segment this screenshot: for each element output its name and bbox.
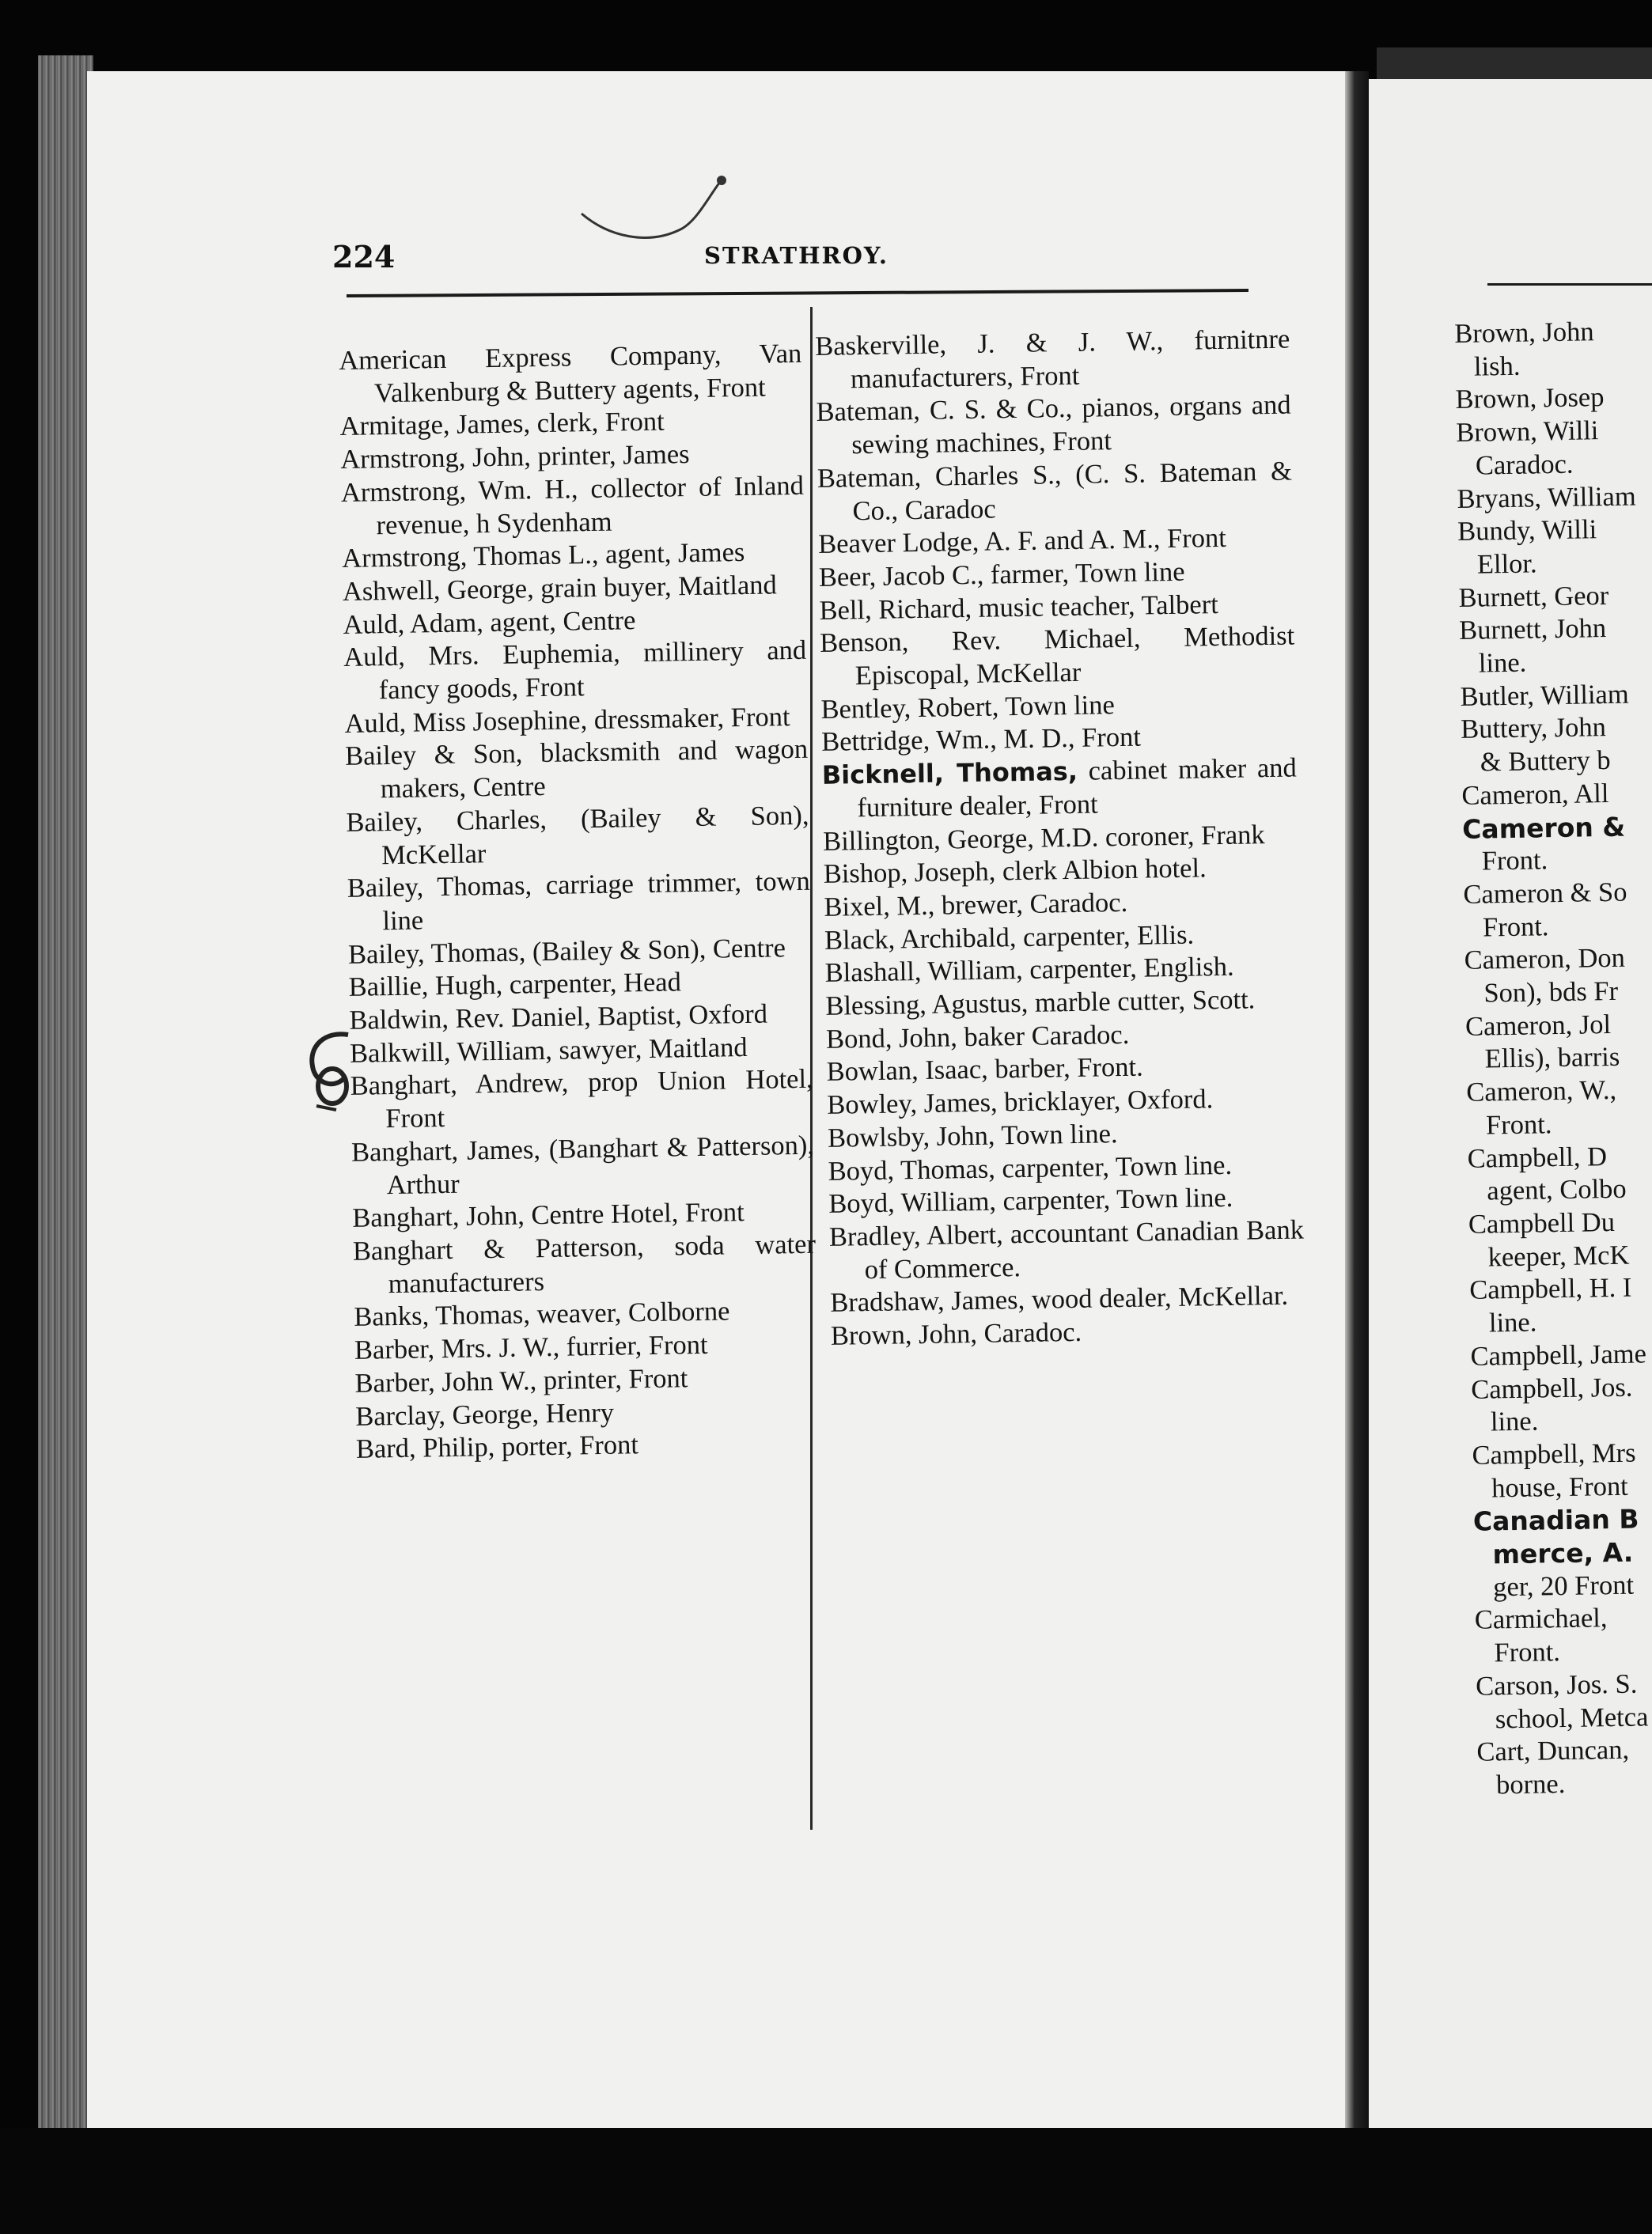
directory-entry: Auld, Mrs. Euphemia, millinery and fancy goods, Front: [343, 635, 807, 706]
directory-entry: Bowley, James, bricklayer, Oxford.: [827, 1084, 1214, 1121]
right-column-line: Burnett, Geor: [1458, 580, 1609, 613]
right-column-line: Brown, Willi: [1455, 415, 1599, 449]
directory-entry: Bradshaw, James, wood dealer, McKellar.: [830, 1281, 1289, 1319]
directory-entry: Benson, Rev. Michael, Methodist Episcopal, McKellar: [819, 620, 1295, 691]
right-column-line: Front.: [1485, 1109, 1552, 1141]
directory-entry: Bateman, C. S. & Co., pianos, organs and sewing machines, Front: [816, 389, 1291, 460]
directory-entry: Auld, Adam, agent, Centre: [343, 604, 636, 640]
directory-entry: Armstrong, John, printer, James: [339, 439, 690, 475]
directory-entry: Barber, John W., printer, Front: [354, 1363, 688, 1399]
right-column-line: borne.: [1495, 1768, 1566, 1800]
top-shadow: [1377, 47, 1652, 79]
directory-entry: Banks, Thomas, weaver, Colborne: [354, 1296, 730, 1333]
directory-entry: Banghart, John, Centre Hotel, Front: [352, 1197, 745, 1234]
right-column-line: Buttery, John: [1460, 712, 1607, 745]
right-column-line: Son), bds Fr: [1483, 975, 1619, 1009]
directory-entry: Barclay, George, Henry: [354, 1397, 615, 1432]
right-column-line: Cameron, All: [1461, 778, 1609, 811]
directory-entry: Baillie, Hugh, carpenter, Head: [348, 967, 682, 1003]
directory-entry: Banghart & Patterson, soda water manufacturers: [352, 1229, 817, 1299]
right-column-line: Front.: [1482, 911, 1549, 943]
right-column-line: Bryans, William: [1457, 480, 1636, 514]
directory-entry: Bentley, Robert, Town line: [820, 689, 1116, 725]
directory-entry: Baldwin, Rev. Daniel, Baptist, Oxford: [349, 998, 768, 1036]
right-column-line: Campbell, D: [1467, 1141, 1608, 1174]
directory-entry: Blashall, William, carpenter, English.: [824, 952, 1234, 989]
right-column-line: Campbell, H. I: [1469, 1273, 1632, 1306]
right-column-line: agent, Colbo: [1487, 1174, 1627, 1206]
page-number: 224: [332, 239, 396, 275]
pencil-annotation-icon: [301, 1027, 364, 1114]
directory-entry: Balkwill, William, sawyer, Maitland: [349, 1032, 748, 1069]
directory-entry: Barber, Mrs. J. W., furrier, Front: [354, 1329, 708, 1365]
directory-entry: Boyd, William, carpenter, Town line.: [828, 1183, 1233, 1220]
right-column-line: Carson, Jos. S.: [1475, 1668, 1638, 1702]
right-column-line: Brown, Josep: [1455, 382, 1605, 415]
right-column-line: line.: [1490, 1406, 1539, 1437]
directory-entry: Bixel, M., brewer, Caradoc.: [824, 887, 1128, 922]
directory-entry: Armstrong, Thomas L., agent, James: [341, 537, 745, 574]
directory-entry: Ashwell, George, grain buyer, Maitland: [342, 570, 778, 607]
right-column-line: Campbell, Jos.: [1470, 1372, 1633, 1405]
right-column-line: house, Front: [1491, 1471, 1629, 1504]
directory-entry: Bailey & Son, blacksmith and wagon makers, Centre: [344, 734, 809, 805]
directory-entry: Bond, John, baker Caradoc.: [825, 1019, 1130, 1055]
right-column-line: ger, 20 Front: [1492, 1569, 1635, 1603]
directory-entry: Armitage, James, clerk, Front: [339, 406, 665, 442]
directory-entry-bicknell: [822, 752, 1298, 826]
right-column-line: Campbell, Mrs: [1472, 1437, 1636, 1471]
right-column-line: Ellor.: [1476, 548, 1537, 580]
directory-entry: Banghart, James, (Banghart & Patterson), Arthur: [350, 1130, 815, 1200]
directory-entry: Armstrong, Wm. H., collector of Inland revenue, h Sydenham: [340, 470, 805, 540]
right-column-line: Front.: [1481, 845, 1548, 877]
right-column-line: Bundy, Willi: [1457, 514, 1597, 547]
right-column-line: Cameron &: [1461, 811, 1626, 845]
right-column-line: Burnett, John: [1458, 613, 1607, 646]
directory-entry: Bowlsby, John, Town line.: [827, 1118, 1118, 1153]
directory-entry: Bateman, Charles S., (C. S. Bateman & Co., Caradoc: [817, 456, 1293, 526]
right-column-line: Cameron, Don: [1464, 943, 1626, 976]
right-column-line: merce, A.: [1492, 1536, 1634, 1570]
right-column-line: line.: [1478, 647, 1527, 679]
directory-entry: Baskerville, J. & J. W., furnitnre manufacturers, Front: [815, 324, 1290, 395]
directory-entry: Bettridge, Wm., M. D., Front: [820, 722, 1142, 758]
directory-entry: Black, Archibald, carpenter, Ellis.: [824, 919, 1195, 956]
directory-entry: Bailey, Charles, (Bailey & Son), McKellar: [346, 800, 809, 870]
book-page-edges: [38, 55, 93, 2128]
directory-entry: Beaver Lodge, A. F. and A. M., Front: [817, 523, 1227, 560]
right-column-line: & Buttery b: [1480, 745, 1611, 778]
directory-entry: Banghart, Andrew, prop Union Hotel, Front: [350, 1064, 813, 1134]
running-head: STRATHROY.: [704, 242, 889, 269]
directory-entry: Bard, Philip, porter, Front: [355, 1429, 639, 1465]
right-column-line: Cart, Duncan,: [1476, 1734, 1630, 1768]
right-column-line: Canadian B: [1472, 1503, 1639, 1538]
right-column-line: Campbell, Jame: [1470, 1339, 1647, 1372]
directory-entry: Beer, Jacob C., farmer, Town line: [818, 556, 1185, 593]
right-column-line: Cameron & So: [1463, 877, 1627, 910]
right-column-line: Caradoc.: [1475, 449, 1574, 481]
left-column: [339, 338, 819, 1467]
right-column-line: Cameron, Jol: [1464, 1009, 1612, 1042]
right-column-line: Cameron, W.,: [1466, 1075, 1617, 1108]
directory-entry: Bradley, Albert, accountant Canadian Bank of Commerce.: [828, 1214, 1305, 1285]
right-column-line: keeper, McK: [1487, 1240, 1630, 1273]
directory-entry: Billington, George, M.D. coroner, Frank: [822, 819, 1265, 857]
directory-entry: Bowlan, Isaac, barber, Front.: [826, 1052, 1144, 1088]
right-column-line: Campbell Du: [1468, 1206, 1616, 1240]
directory-entry: Bishop, Joseph, clerk Albion hotel.: [823, 853, 1207, 890]
right-column-line: Brown, John: [1454, 316, 1594, 349]
bold-name: Bicknell, Thomas,: [821, 755, 1078, 791]
directory-entry: American Express Company, Van Valkenburg & Buttery agents, Front: [339, 338, 802, 409]
directory-entry: Auld, Miss Josephine, dressmaker, Front: [344, 701, 790, 739]
bottom-shadow: [0, 2128, 1652, 2234]
right-page-column: [1454, 314, 1652, 1802]
right-column-line: school, Metca: [1495, 1701, 1649, 1734]
directory-entry: Blessing, Agustus, marble cutter, Scott.: [825, 984, 1256, 1021]
right-column-line: Butler, William: [1460, 679, 1629, 712]
book-gutter: [1345, 71, 1369, 2128]
middle-column: [815, 324, 1305, 1354]
directory-entry: Boyd, Thomas, carpenter, Town line.: [828, 1149, 1233, 1187]
right-column-line: lish.: [1473, 350, 1521, 382]
directory-entry: Bell, Richard, music teacher, Talbert: [819, 589, 1219, 626]
right-column-line: Ellis), barris: [1484, 1042, 1620, 1074]
directory-entry: Brown, John, Caradoc.: [830, 1316, 1082, 1351]
entry-rest: cabinet maker and furniture dealer, Front: [857, 752, 1298, 824]
right-column-line: Carmichael,: [1474, 1603, 1608, 1636]
directory-entry: Bailey, Thomas, (Bailey & Son), Centre: [347, 932, 786, 970]
right-column-line: line.: [1488, 1307, 1537, 1339]
right-page-rule: [1487, 283, 1652, 286]
directory-entry: Bailey, Thomas, carriage trimmer, town line: [347, 865, 811, 937]
right-column-line: Front.: [1494, 1637, 1561, 1668]
